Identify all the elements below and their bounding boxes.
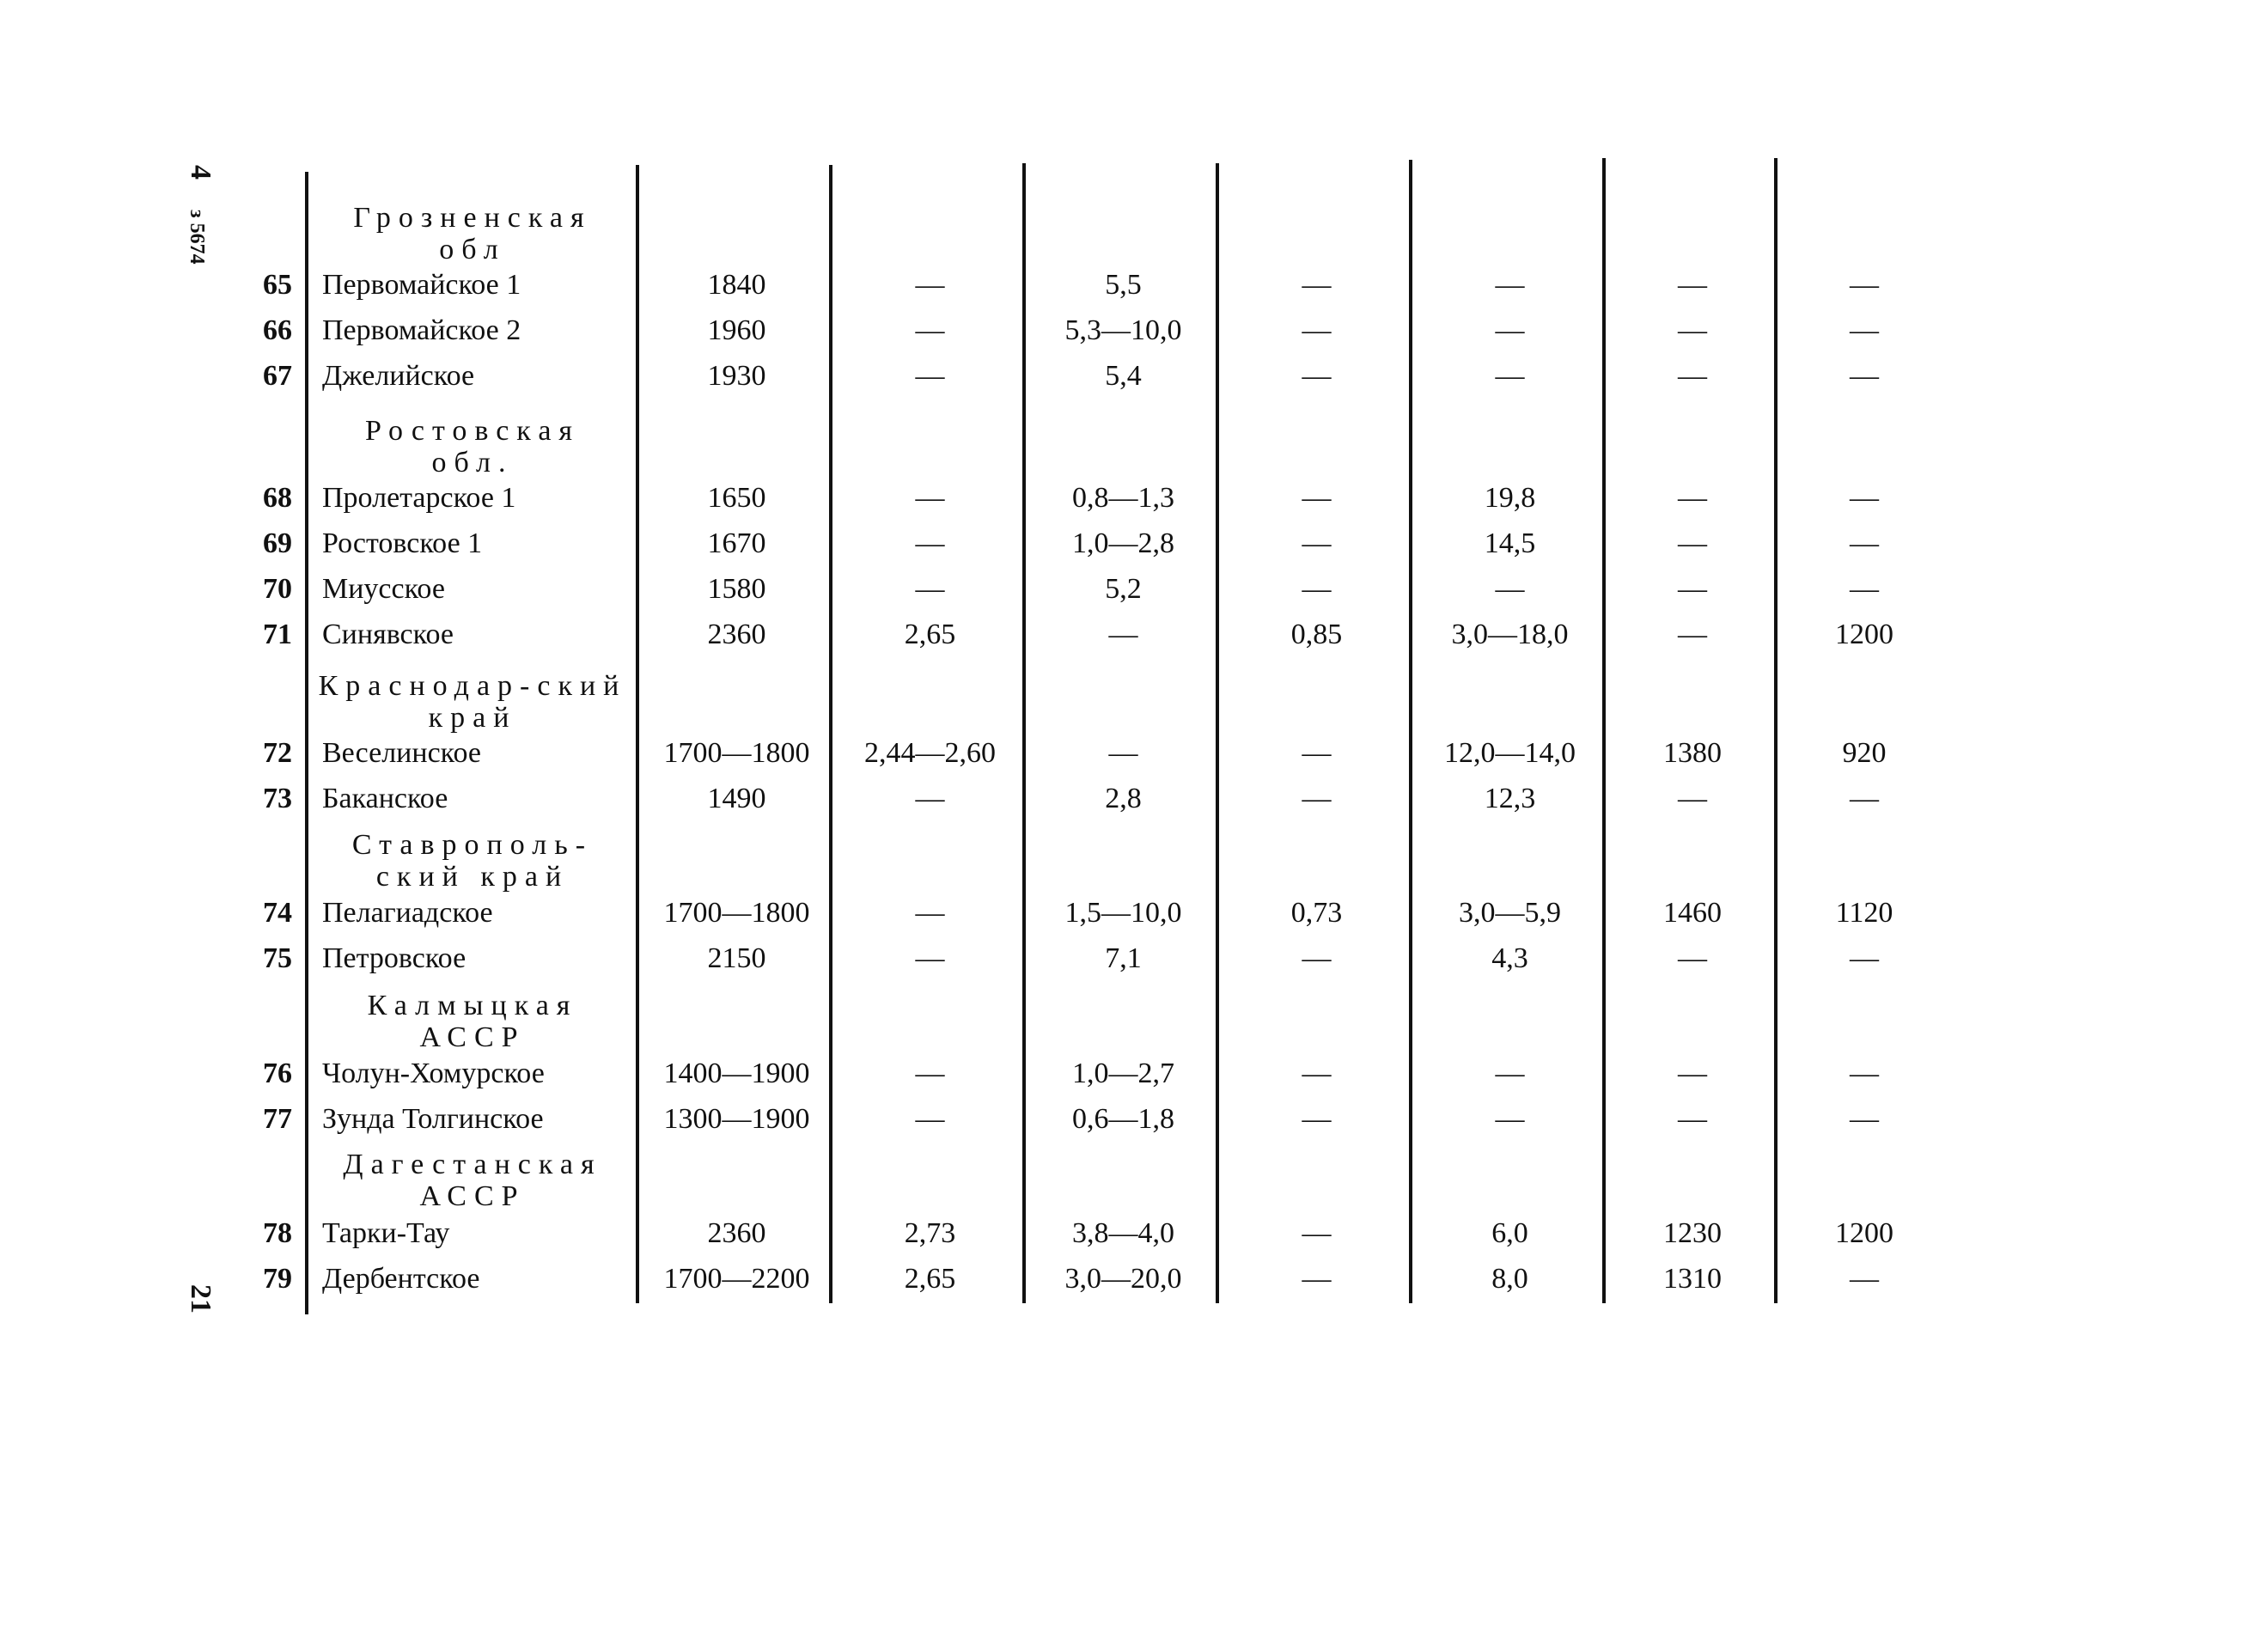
value-cell-6: — <box>1678 783 1707 814</box>
value-cell-5: — <box>1495 314 1525 346</box>
value-cell-7: — <box>1850 527 1879 559</box>
value-cell-2: — <box>915 527 945 559</box>
value-cell-2: — <box>915 314 945 346</box>
value-cell-2: — <box>915 1103 945 1135</box>
value-cell-4: — <box>1302 314 1332 346</box>
value-cell-6: — <box>1678 314 1707 346</box>
value-cell-5: 14,5 <box>1484 527 1536 559</box>
table-row <box>0 521 2244 567</box>
deposit-name: Пелагиадское <box>322 897 493 929</box>
value-cell-4: — <box>1302 1058 1332 1089</box>
depth-cell: 1670 <box>707 527 766 559</box>
value-cell-7: 1200 <box>1835 1217 1893 1249</box>
value-cell-2: 2,65 <box>904 1263 956 1295</box>
value-cell-3: 5,3—10,0 <box>1064 314 1182 346</box>
row-number: 79 <box>263 1263 292 1295</box>
row-number: 74 <box>263 897 292 929</box>
row-number: 72 <box>263 737 292 769</box>
depth-cell: 1700—1800 <box>663 897 810 929</box>
value-cell-4: — <box>1302 1217 1332 1249</box>
depth-cell: 2360 <box>707 1217 766 1249</box>
value-cell-7: — <box>1850 269 1879 301</box>
depth-cell: 1700—2200 <box>663 1263 810 1295</box>
value-cell-3: — <box>1108 619 1138 650</box>
value-cell-3: 0,6—1,8 <box>1072 1103 1174 1135</box>
row-number: 71 <box>263 619 292 650</box>
value-cell-5: 12,3 <box>1484 783 1536 814</box>
region-heading: Ставрополь-ский край <box>351 829 594 893</box>
value-cell-3: — <box>1108 737 1138 769</box>
table-row <box>0 475 2244 521</box>
value-cell-3: 5,5 <box>1105 269 1142 301</box>
value-cell-2: — <box>915 1058 945 1089</box>
deposit-name: Веселинское <box>322 737 481 769</box>
depth-cell: 1650 <box>707 482 766 514</box>
value-cell-6: — <box>1678 573 1707 605</box>
depth-cell: 1400—1900 <box>663 1058 810 1089</box>
value-cell-7: — <box>1850 1058 1879 1089</box>
table-row <box>0 730 2244 777</box>
depth-cell: 1300—1900 <box>663 1103 810 1135</box>
value-cell-6: 1230 <box>1663 1217 1722 1249</box>
value-cell-6: 1460 <box>1663 897 1722 929</box>
value-cell-6: — <box>1678 942 1707 974</box>
value-cell-5: 4,3 <box>1491 942 1528 974</box>
value-cell-4: — <box>1302 527 1332 559</box>
value-cell-4: — <box>1302 482 1332 514</box>
value-cell-2: — <box>915 897 945 929</box>
depth-cell: 1700—1800 <box>663 737 810 769</box>
value-cell-3: 7,1 <box>1105 942 1142 974</box>
value-cell-6: 1310 <box>1663 1263 1722 1295</box>
depth-cell: 2360 <box>707 619 766 650</box>
value-cell-5: — <box>1495 269 1525 301</box>
value-cell-2: — <box>915 360 945 392</box>
value-cell-3: 1,0—2,8 <box>1072 527 1174 559</box>
row-number: 77 <box>263 1103 292 1135</box>
table-row <box>0 1096 2244 1143</box>
value-cell-7: — <box>1850 314 1879 346</box>
table-row <box>0 1256 2244 1302</box>
region-heading: Краснодар-ский край <box>318 670 627 734</box>
value-cell-6: 1380 <box>1663 737 1722 769</box>
deposit-name: Джелийское <box>322 360 475 392</box>
deposit-name: Петровское <box>322 942 466 974</box>
margin-code: з 5674 <box>186 210 208 265</box>
table-row <box>0 566 2244 613</box>
value-cell-5: 3,0—5,9 <box>1459 897 1561 929</box>
depth-cell: 1960 <box>707 314 766 346</box>
region-heading: Калмыцкая АССР <box>367 990 578 1053</box>
deposit-name: Первомайское 1 <box>322 269 521 301</box>
table-row <box>0 308 2244 354</box>
value-cell-7: — <box>1850 360 1879 392</box>
table-row <box>0 262 2244 308</box>
value-cell-4: 0,73 <box>1290 897 1343 929</box>
value-cell-7: 920 <box>1842 737 1887 769</box>
row-number: 76 <box>263 1058 292 1089</box>
value-cell-4: — <box>1302 942 1332 974</box>
value-cell-2: 2,44—2,60 <box>864 737 996 769</box>
region-heading: Ростовская обл. <box>364 415 581 479</box>
value-cell-5: — <box>1495 573 1525 605</box>
value-cell-4: — <box>1302 1103 1332 1135</box>
value-cell-6: — <box>1678 527 1707 559</box>
row-number: 73 <box>263 783 292 814</box>
table-row <box>0 1051 2244 1097</box>
value-cell-7: — <box>1850 1103 1879 1135</box>
value-cell-4: — <box>1302 737 1332 769</box>
value-cell-5: 19,8 <box>1484 482 1536 514</box>
table-row <box>0 612 2244 658</box>
row-number: 70 <box>263 573 292 605</box>
row-number: 68 <box>263 482 292 514</box>
value-cell-6: — <box>1678 1103 1707 1135</box>
table-row <box>0 890 2244 936</box>
value-cell-3: 5,2 <box>1105 573 1142 605</box>
deposit-name: Дербентское <box>322 1263 480 1295</box>
value-cell-6: — <box>1678 360 1707 392</box>
region-heading: Грозненская обл <box>353 202 592 265</box>
value-cell-3: 1,5—10,0 <box>1064 897 1182 929</box>
value-cell-2: 2,65 <box>904 619 956 650</box>
deposit-name: Пролетарское 1 <box>322 482 516 514</box>
region-heading: Дагестанская АССР <box>343 1149 602 1212</box>
depth-cell: 1930 <box>707 360 766 392</box>
deposit-name: Первомайское 2 <box>322 314 521 346</box>
value-cell-4: — <box>1302 269 1332 301</box>
value-cell-5: 3,0—18,0 <box>1451 619 1569 650</box>
row-number: 67 <box>263 360 292 392</box>
value-cell-7: — <box>1850 783 1879 814</box>
value-cell-5: 8,0 <box>1491 1263 1528 1295</box>
value-cell-3: 3,8—4,0 <box>1072 1217 1174 1249</box>
value-cell-5: — <box>1495 1058 1525 1089</box>
value-cell-4: — <box>1302 783 1332 814</box>
value-cell-3: 0,8—1,3 <box>1072 482 1174 514</box>
deposit-name: Зунда Толгинское <box>322 1103 544 1135</box>
value-cell-2: 2,73 <box>904 1217 956 1249</box>
depth-cell: 1840 <box>707 269 766 301</box>
row-number: 78 <box>263 1217 292 1249</box>
row-number: 75 <box>263 942 292 974</box>
deposit-name: Ростовское 1 <box>322 527 483 559</box>
value-cell-7: — <box>1850 942 1879 974</box>
deposit-name: Тарки-Тау <box>322 1217 450 1249</box>
table-row <box>0 776 2244 822</box>
row-number: 65 <box>263 269 292 301</box>
margin-page-number-bottom: 21 <box>185 1284 216 1314</box>
row-number: 69 <box>263 527 292 559</box>
row-number: 66 <box>263 314 292 346</box>
value-cell-2: — <box>915 482 945 514</box>
value-cell-7: — <box>1850 1263 1879 1295</box>
value-cell-7: 1120 <box>1835 897 1893 929</box>
value-cell-6: — <box>1678 1058 1707 1089</box>
value-cell-3: 1,0—2,7 <box>1072 1058 1174 1089</box>
value-cell-7: — <box>1850 573 1879 605</box>
value-cell-6: — <box>1678 269 1707 301</box>
value-cell-6: — <box>1678 482 1707 514</box>
deposit-name: Баканское <box>322 783 448 814</box>
value-cell-5: — <box>1495 1103 1525 1135</box>
value-cell-4: 0,85 <box>1290 619 1343 650</box>
margin-page-number-top: 4 <box>185 165 216 180</box>
value-cell-4: — <box>1302 360 1332 392</box>
value-cell-5: 12,0—14,0 <box>1444 737 1576 769</box>
depth-cell: 1580 <box>707 573 766 605</box>
value-cell-3: 5,4 <box>1105 360 1142 392</box>
value-cell-7: — <box>1850 482 1879 514</box>
deposit-name: Чолун-Хомурское <box>322 1058 545 1089</box>
value-cell-4: — <box>1302 1263 1332 1295</box>
deposit-name: Синявское <box>322 619 454 650</box>
value-cell-6: — <box>1678 619 1707 650</box>
value-cell-4: — <box>1302 573 1332 605</box>
value-cell-2: — <box>915 942 945 974</box>
value-cell-2: — <box>915 783 945 814</box>
value-cell-2: — <box>915 269 945 301</box>
depth-cell: 2150 <box>707 942 766 974</box>
table-row <box>0 936 2244 982</box>
value-cell-7: 1200 <box>1835 619 1893 650</box>
value-cell-3: 2,8 <box>1105 783 1142 814</box>
table-row <box>0 1210 2244 1257</box>
value-cell-5: 6,0 <box>1491 1217 1528 1249</box>
table-row <box>0 353 2244 399</box>
depth-cell: 1490 <box>707 783 766 814</box>
value-cell-5: — <box>1495 360 1525 392</box>
deposit-name: Миусское <box>322 573 445 605</box>
value-cell-2: — <box>915 573 945 605</box>
value-cell-3: 3,0—20,0 <box>1064 1263 1182 1295</box>
